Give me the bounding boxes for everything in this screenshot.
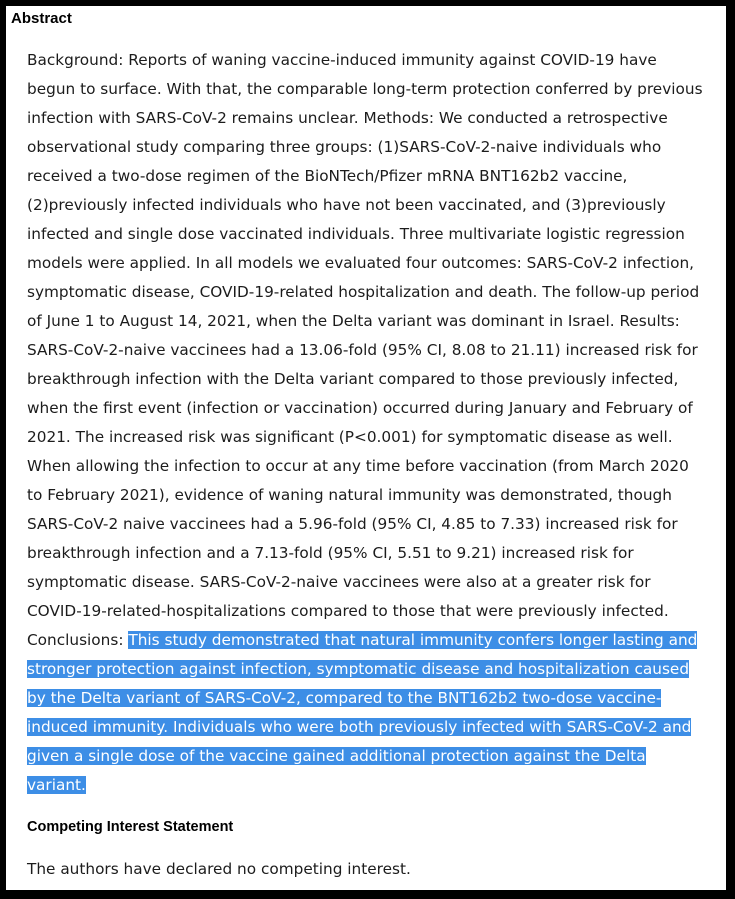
competing-interest-text[interactable]: The authors have declared no competing interest. bbox=[27, 860, 411, 878]
document-frame bbox=[6, 6, 726, 890]
abstract-selected-text[interactable]: This study demonstrated that natural immunity confers longer lasting and stronger protection against infection, symptomatic disease and hospitalization caused by the Delta variant of SARS-CoV-2, compared to the BNT162b2 two-dose vaccine-induced immunity. Individuals who were both previously infected with SARS-CoV-2 and given a single dose of the vaccine gained additional protection against the Delta variant. bbox=[27, 631, 698, 794]
abstract-text[interactable]: Background: Reports of waning vaccine-induced immunity against COVID-19 have begun to surface. With that, the comparable long-term protection conferred by previous infection with SARS-CoV-2 remains unclear. Methods: We conducted a retrospective observational study comparing three groups: (1)SARS-CoV-2-naive individuals who received a two-dose regimen of the BioNTech/Pfizer mRNA BNT162b2 vaccine, (2)previously infected individuals who have not been vaccinated, and (3)previously infected and single dose vaccinated individuals. Three multivariate logistic regression models were applied. In all models we evaluated four outcomes: SARS-CoV-2 infection, symptomatic disease, COVID-19-related hospitalization and death. The follow-up period of June 1 to August 14, 2021, when the Delta variant was dominant in Israel. Results: SARS-CoV-2-naive vaccinees had a 13.06-fold (95% CI, 8.08 to 21.11) increased risk for breakthrough infection with the Delta variant compared to those previously infected, when the first event (infection or vaccination) occurred during January and February of 2021. The increased risk was significant (P<0.001) for symptomatic disease as well. When allowing the infection to occur at any time before vaccination (from March 2020 to February 2021), evidence of waning natural immunity was demonstrated, though SARS-CoV-2 naive vaccinees had a 5.96-fold (95% CI, 4.85 to 7.33) increased risk for breakthrough infection and a 7.13-fold (95% CI, 5.51 to 9.21) increased risk for symptomatic disease. SARS-CoV-2-naive vaccinees were also at a greater risk for COVID-19-related-hospitalizations compared to those that were previously infected. Conclusions: bbox=[27, 51, 703, 649]
abstract-body[interactable] bbox=[27, 46, 707, 800]
competing-interest-heading: Competing Interest Statement bbox=[27, 819, 234, 835]
abstract-heading: Abstract bbox=[11, 10, 72, 27]
